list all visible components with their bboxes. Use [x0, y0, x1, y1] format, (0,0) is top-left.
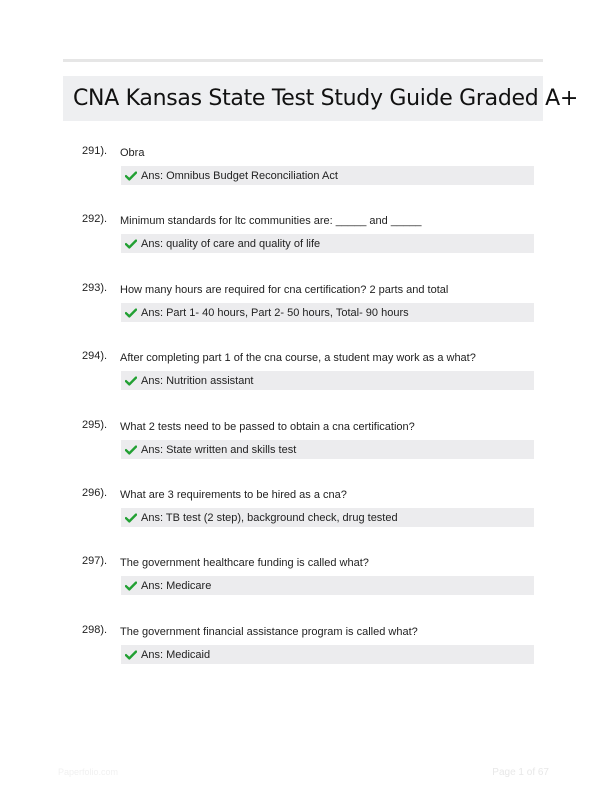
- question-number: 296).: [82, 487, 108, 499]
- question-number: 295).: [82, 419, 108, 431]
- title-banner: [63, 76, 578, 121]
- question-number: 293).: [82, 282, 108, 294]
- check-icon: [125, 308, 137, 318]
- question-text: How many hours are required for cna certification? 2 parts and total: [120, 284, 449, 296]
- answer-box: [121, 576, 534, 595]
- answer-box: [121, 645, 534, 664]
- answer-text: Ans: Medicaid: [141, 648, 211, 661]
- qa-item: [0, 212, 606, 272]
- check-icon: [125, 581, 137, 591]
- question-number: 297).: [82, 555, 108, 567]
- qa-item: [0, 418, 606, 478]
- qa-item: [0, 349, 606, 409]
- answer-text: Ans: TB test (2 step), background check, drug tested: [141, 511, 398, 524]
- answer-box: [121, 234, 534, 253]
- check-icon: [125, 513, 137, 523]
- question-text: What are 3 requirements to be hired as a cna?: [120, 489, 347, 501]
- answer-box: [121, 440, 534, 459]
- check-icon: [125, 239, 137, 249]
- question-text: What 2 tests need to be passed to obtain a cna certification?: [120, 421, 415, 433]
- answer-box: [121, 303, 534, 322]
- answer-text: Ans: State written and skills test: [141, 443, 297, 456]
- answer-box: [121, 371, 534, 390]
- qa-item: [0, 486, 606, 546]
- answer-text: Ans: Medicare: [141, 579, 212, 592]
- check-icon: [125, 650, 137, 660]
- check-icon: [125, 171, 137, 181]
- answer-text: Ans: Omnibus Budget Reconciliation Act: [141, 169, 338, 182]
- question-number: 292).: [82, 213, 108, 225]
- check-icon: [125, 376, 137, 386]
- question-text: Obra: [120, 147, 145, 159]
- top-divider: [63, 59, 543, 62]
- qa-item: [0, 623, 606, 683]
- question-text: Minimum standards for ltc communities are: _____ and _____: [120, 215, 422, 227]
- answer-box: [121, 508, 534, 527]
- qa-item: [0, 554, 606, 614]
- document-title: CNA Kansas State Test Study Guide Graded A+: [73, 86, 578, 111]
- answer-text: Ans: Part 1- 40 hours, Part 2- 50 hours, Total- 90 hours: [141, 306, 409, 319]
- question-text: The government healthcare funding is called what?: [120, 557, 369, 569]
- question-text: The government financial assistance program is called what?: [120, 626, 418, 638]
- question-number: 291).: [82, 145, 108, 157]
- qa-item: [0, 281, 606, 341]
- check-icon: [125, 445, 137, 455]
- answer-text: Ans: quality of care and quality of life: [141, 237, 321, 250]
- page-number: Page 1 of 67: [492, 767, 549, 778]
- question-number: 294).: [82, 350, 108, 362]
- qa-item: [0, 144, 606, 204]
- question-text: After completing part 1 of the cna course, a student may work as a what?: [120, 352, 476, 364]
- question-number: 298).: [82, 624, 108, 636]
- footer-watermark: Paperfolio.com: [58, 767, 119, 777]
- answer-box: [121, 166, 534, 185]
- answer-text: Ans: Nutrition assistant: [141, 374, 254, 387]
